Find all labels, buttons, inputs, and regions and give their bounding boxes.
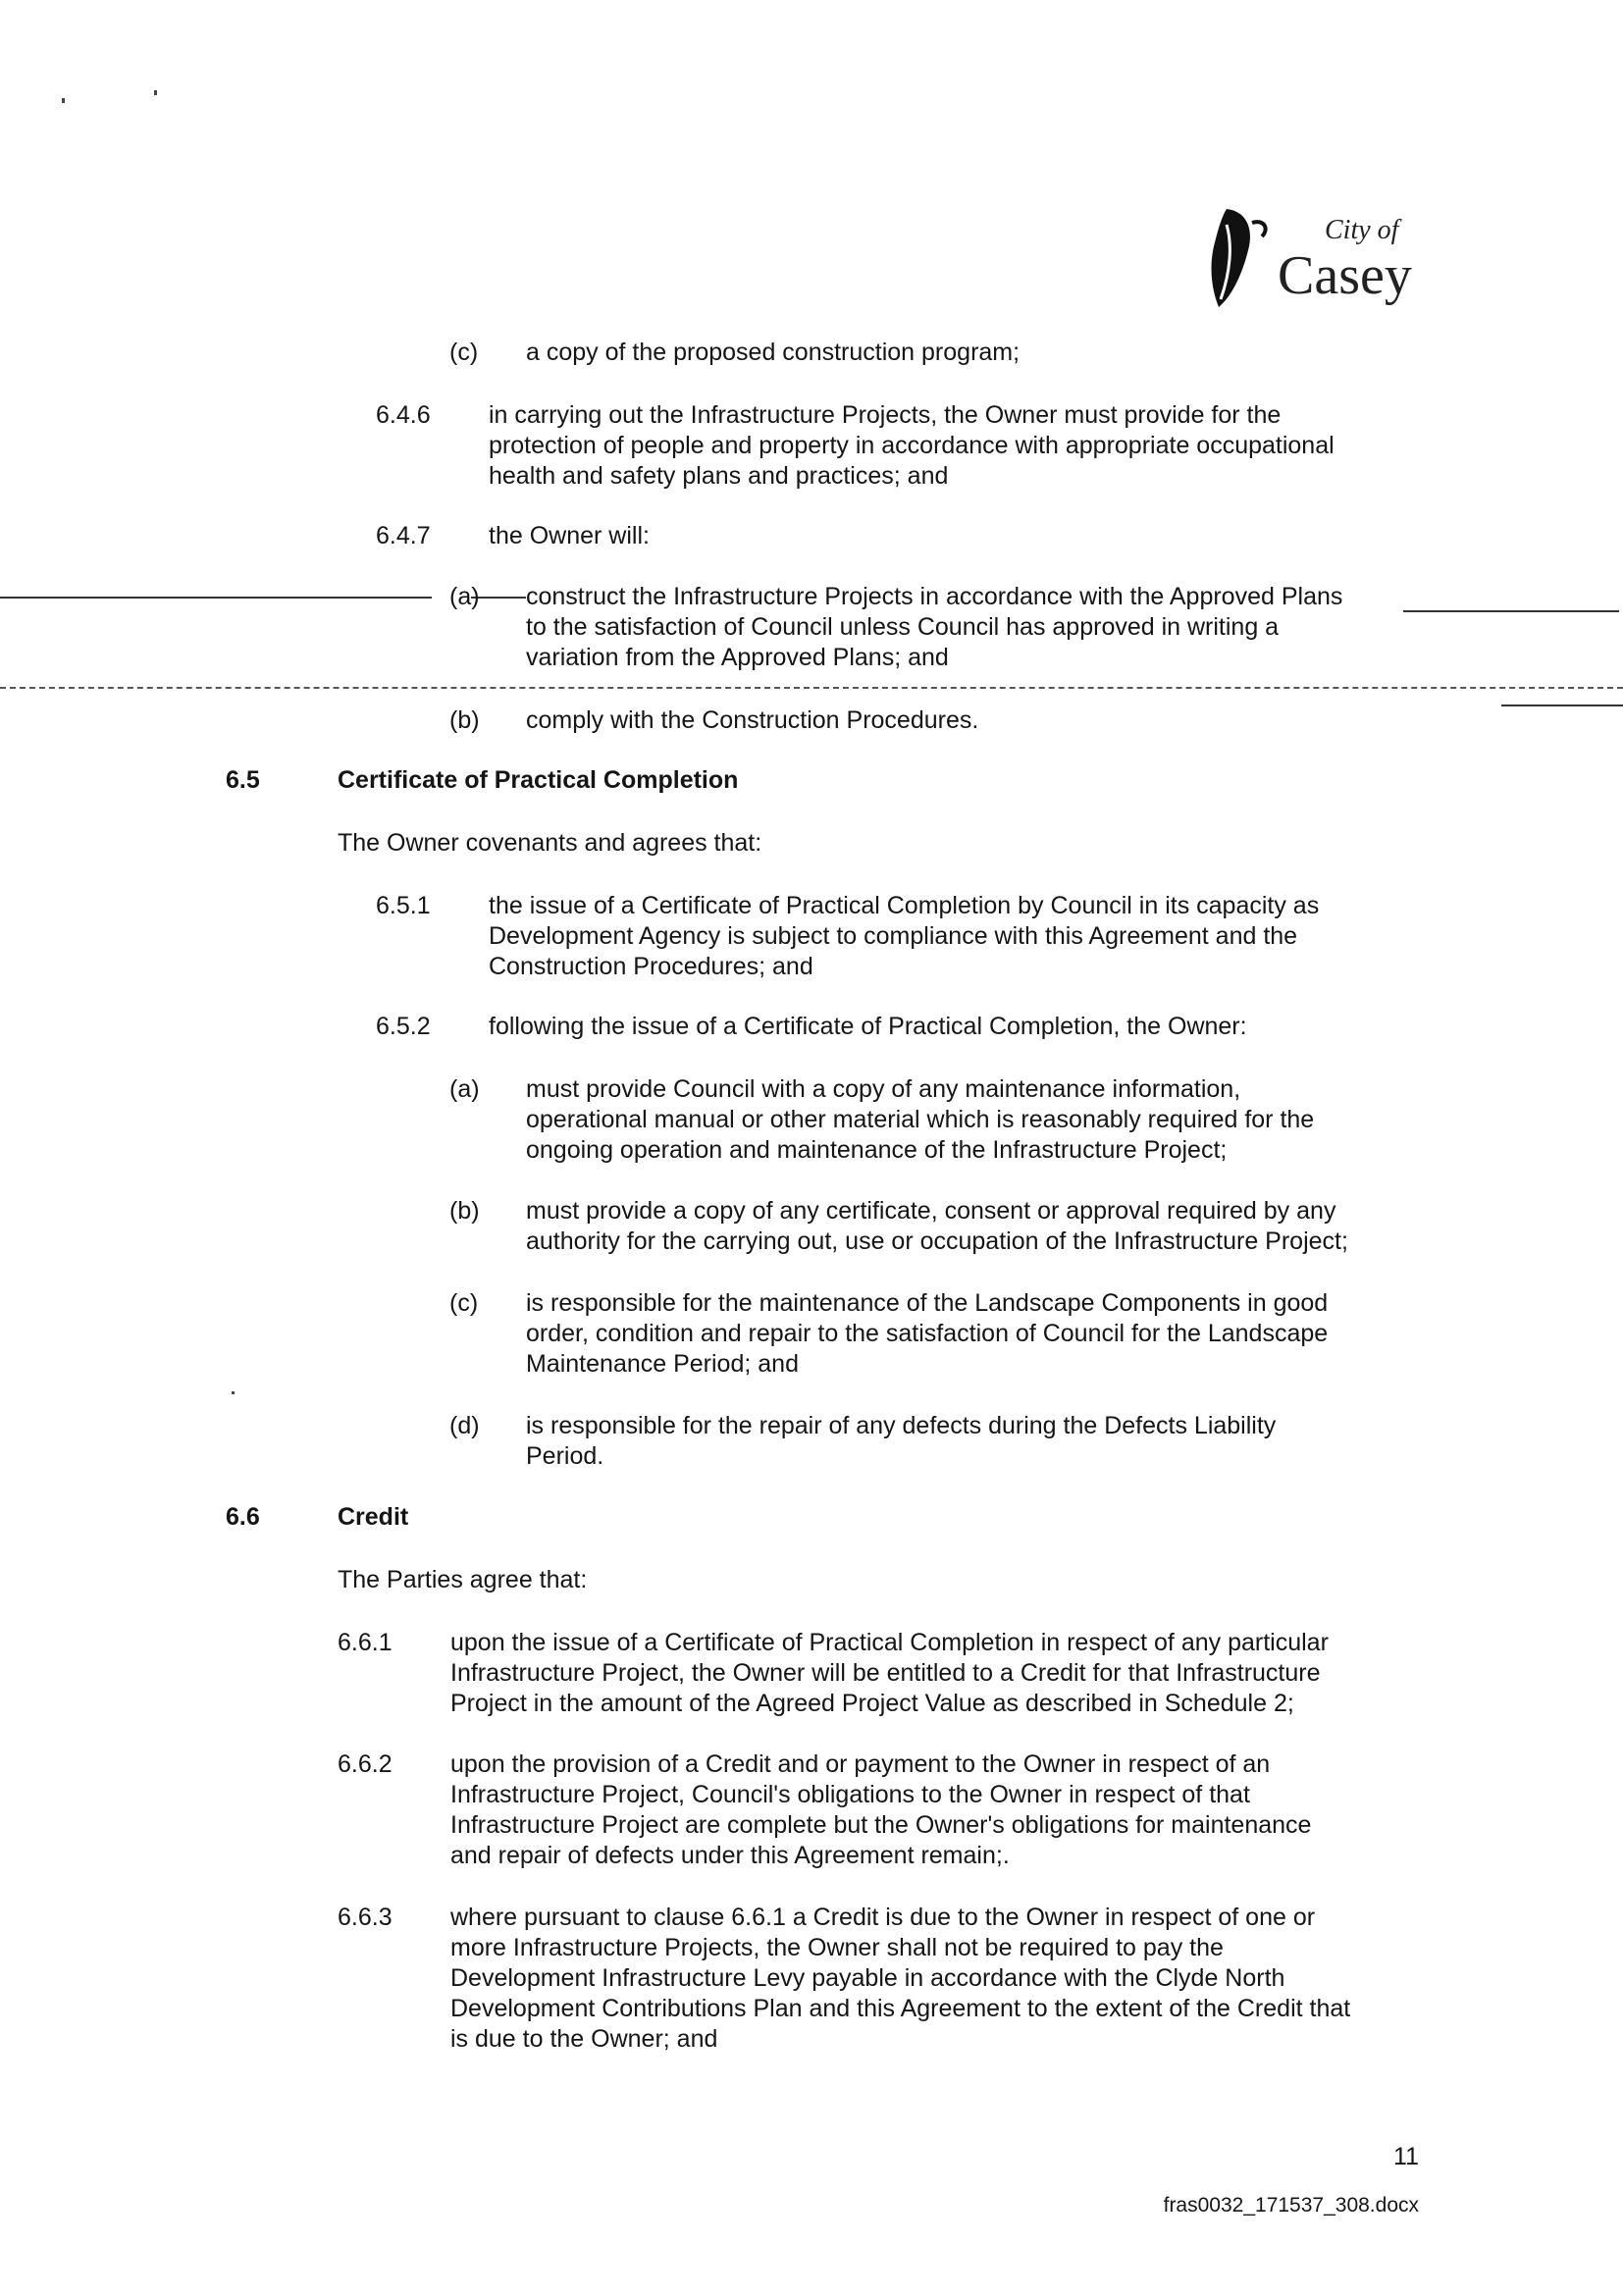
clause-text: upon the issue of a Certificate of Practical Completion in respect of any particular <box>450 1629 1329 1656</box>
clause-text: Development Contributions Plan and this Agreement to the extent of the Credit that <box>450 1995 1351 2022</box>
scan-line <box>1403 610 1619 612</box>
clause-text: comply with the Construction Procedures. <box>526 706 979 734</box>
page-number: 11 <box>1393 2143 1419 2170</box>
clause-text: variation from the Approved Plans; and <box>526 644 949 671</box>
clause-text: authority for the carrying out, use or occupation of the Infrastructure Project; <box>526 1227 1348 1255</box>
clause-number: (c) <box>449 339 479 366</box>
section-heading: Certificate of Practical Completion <box>338 766 739 794</box>
clause-text: is due to the Owner; and <box>450 2025 718 2053</box>
clause-number: 6.5.2 <box>376 1013 431 1040</box>
clause-text: Project in the amount of the Agreed Project Value as described in Schedule 2; <box>450 1690 1294 1717</box>
section-number: 6.6 <box>226 1503 260 1531</box>
clause-text: Infrastructure Project, Council's obligations to the Owner in respect of that <box>450 1781 1250 1808</box>
intro-text: The Parties agree that: <box>338 1566 588 1593</box>
scan-speck <box>62 98 65 103</box>
clause-text: Construction Procedures; and <box>489 953 813 980</box>
clause-text: order, condition and repair to the satisfaction of Council for the Landscape <box>526 1320 1329 1347</box>
clause-text: upon the provision of a Credit and or payment to the Owner in respect of an <box>450 1750 1271 1778</box>
clause-text: ongoing operation and maintenance of the Infrastructure Project; <box>526 1136 1228 1164</box>
clause-number: (c) <box>449 1289 479 1317</box>
clause-text: in carrying out the Infrastructure Projects, the Owner must provide for the <box>489 401 1282 429</box>
clause-text: and repair of defects under this Agreement remain;. <box>450 1842 1010 1869</box>
clause-text: must provide a copy of any certificate, consent or approval required by any <box>526 1197 1336 1225</box>
clause-text: protection of people and property in accordance with appropriate occupational <box>489 432 1335 459</box>
clause-text: Maintenance Period; and <box>526 1350 799 1378</box>
clause-text: Infrastructure Project, the Owner will be entitled to a Credit for that Infrastructure <box>450 1659 1321 1687</box>
clause-number: (a) <box>449 1075 480 1103</box>
clause-text: Development Agency is subject to compliance with this Agreement and the <box>489 922 1298 950</box>
clause-text: to the satisfaction of Council unless Council has approved in writing a <box>526 613 1280 641</box>
clause-number: (b) <box>449 1197 480 1225</box>
intro-text: The Owner covenants and agrees that: <box>338 829 762 857</box>
clause-text: Infrastructure Project are complete but the Owner's obligations for maintenance <box>450 1811 1312 1839</box>
clause-number: 6.4.6 <box>376 401 431 429</box>
scan-speck <box>232 1391 235 1394</box>
clause-text: must provide Council with a copy of any maintenance information, <box>526 1075 1241 1103</box>
clause-text: more Infrastructure Projects, the Owner shall not be required to pay the <box>450 1934 1224 1961</box>
clause-text: the issue of a Certificate of Practical Completion by Council in its capacity as <box>489 892 1320 919</box>
clause-text: construct the Infrastructure Projects in accordance with the Approved Plans <box>526 583 1343 610</box>
clause-text: Period. <box>526 1442 604 1470</box>
clause-number: 6.6.1 <box>338 1629 393 1656</box>
document-reference: fras0032_171537_308.docx <box>1163 2194 1419 2217</box>
logo-city-text: City of <box>1325 215 1399 245</box>
scan-line <box>0 687 1623 689</box>
clause-text: following the issue of a Certificate of Practical Completion, the Owner: <box>489 1013 1247 1040</box>
scan-speck <box>154 90 157 95</box>
clause-number: (d) <box>449 1412 480 1439</box>
clause-text: the Owner will: <box>489 522 650 549</box>
scan-line <box>0 597 432 599</box>
section-heading: Credit <box>338 1503 409 1531</box>
clause-number: 6.4.7 <box>376 522 431 549</box>
clause-text: Development Infrastructure Levy payable in accordance with the Clyde North <box>450 1964 1285 1992</box>
section-number: 6.5 <box>226 766 260 794</box>
clause-text: is responsible for the repair of any defects during the Defects Liability <box>526 1412 1277 1439</box>
leaf-logo-icon <box>1203 203 1282 311</box>
city-of-casey-logo <box>1203 203 1429 311</box>
clause-text: health and safety plans and practices; and <box>489 462 949 490</box>
clause-text: operational manual or other material which is reasonably required for the <box>526 1106 1315 1133</box>
scan-line <box>1501 704 1623 706</box>
clause-text: is responsible for the maintenance of the Landscape Components in good <box>526 1289 1329 1317</box>
clause-number: 6.5.1 <box>376 892 431 919</box>
logo-casey-text: Casey <box>1278 245 1412 306</box>
clause-text: where pursuant to clause 6.6.1 a Credit is due to the Owner in respect of one or <box>450 1904 1316 1931</box>
clause-number: (a) <box>449 583 480 610</box>
clause-text: a copy of the proposed construction program; <box>526 339 1021 366</box>
clause-number: 6.6.3 <box>338 1904 393 1931</box>
clause-number: (b) <box>449 706 480 734</box>
clause-number: 6.6.2 <box>338 1750 393 1778</box>
